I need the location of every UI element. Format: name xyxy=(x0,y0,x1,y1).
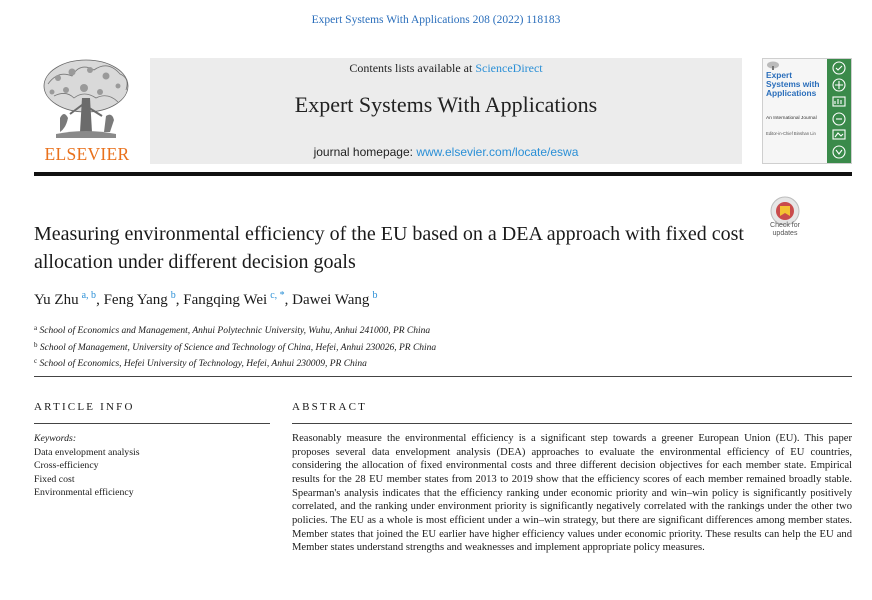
journal-reference[interactable]: Expert Systems With Applications 208 (2022) 118183 xyxy=(311,14,561,26)
affiliation-text: School of Economics, Hefei University of Technology, Hefei, Anhui 230009, PR China xyxy=(39,359,367,369)
affiliation-text: School of Economics and Management, Anhui Polytechnic University, Wuhu, Anhui 241000, PR China xyxy=(39,326,431,336)
author-affiliation-marker[interactable]: b xyxy=(372,290,378,301)
article-info-rule xyxy=(34,423,270,424)
affiliation-marker: c xyxy=(34,357,38,365)
abstract-rule xyxy=(292,423,852,424)
contents-line xyxy=(150,61,742,76)
author-separator: , xyxy=(96,292,104,308)
journal-banner xyxy=(34,58,852,164)
affiliations xyxy=(34,322,794,372)
affiliation-text: School of Management, University of Science and Technology of China, Hefei, Anhui 230026, PR China xyxy=(39,342,437,353)
author-name[interactable]: Feng Yang xyxy=(103,292,168,308)
abstract-heading: ABSTRACT xyxy=(292,401,368,413)
check-for-updates-label[interactable]: Check for updates xyxy=(770,222,800,237)
cover-symbols-icon xyxy=(827,59,851,163)
journal-header xyxy=(150,58,742,164)
author-name[interactable]: Yu Zhu xyxy=(34,292,79,308)
author-separator: , xyxy=(175,292,184,308)
paper-title: Measuring environmental efficiency of the EU based on a DEA approach with fixed cost allocation under different decision goals xyxy=(34,223,744,273)
keyword-item: Fixed cost xyxy=(34,473,75,485)
header-divider xyxy=(34,172,852,176)
author-affiliation-marker[interactable]: c, * xyxy=(270,290,285,301)
keyword-item: Cross-efficiency xyxy=(34,460,99,472)
homepage-link[interactable]: www.elsevier.com/locate/eswa xyxy=(416,145,579,159)
journal-title[interactable]: Expert Systems With Applications xyxy=(294,92,598,117)
homepage-prefix: journal homepage: xyxy=(313,145,417,159)
journal-homepage xyxy=(150,145,742,159)
keywords-label: Keywords: xyxy=(34,433,77,444)
article-info-heading: ARTICLE INFO xyxy=(34,401,135,413)
cover-title: Expert Systems with Applications xyxy=(766,70,820,98)
author-name[interactable]: Fangqing Wei xyxy=(183,292,268,308)
journal-cover[interactable] xyxy=(762,58,852,164)
elsevier-logo[interactable] xyxy=(34,58,140,164)
keyword-item: Environmental efficiency xyxy=(34,487,134,499)
affiliation-item xyxy=(34,339,794,356)
contents-prefix: Contents lists available at xyxy=(349,61,476,75)
elsevier-mini-logo-icon xyxy=(766,61,780,70)
cover-editor-line: Editor-in-Chief Binshan Lin xyxy=(766,131,816,136)
affiliation-marker: a xyxy=(34,324,38,332)
keyword-item: Data envelopment analysis xyxy=(34,446,140,458)
author-name[interactable]: Dawei Wang xyxy=(292,292,370,308)
affiliation-item xyxy=(34,322,794,339)
cover-subtitle: An International Journal xyxy=(766,116,817,121)
sciencedirect-link[interactable]: ScienceDirect xyxy=(475,61,543,75)
elsevier-wordmark: ELSEVIER xyxy=(44,144,130,164)
abstract-text: Reasonably measure the environmental efficiency is a significant step towards a greener European Union (EU). This paper proposes several data envelopment analysis (DEA) approaches to evaluate the environmental efficiency of EU countries, considering the allocation of fixed environmental costs and three different decision objectives for each member state. Empirical results for the 28 EU member states from 2013 to 2019 show that the efficiency scores of each member remained broadly stable. Spearman's analysis indicates that the efficiency ranking under economic priority and win–win policy is significantly positively correlated, and the ranking under environment priority is significantly negatively correlated with the rankings under the other two policies. The EU as a whole is most efficient under a win–win strategy, but there are significant differences among member states. Member states that joined the EU earlier have higher efficiency values under economic priority. These results can help the EU and Member states understand strengths and weaknesses and implement appropriate policy measures. xyxy=(292,433,852,554)
affiliation-item xyxy=(34,355,794,372)
affiliation-marker: b xyxy=(34,340,38,349)
section-divider xyxy=(34,376,852,377)
author-affiliation-marker[interactable]: a, b xyxy=(81,290,97,301)
author-separator: , xyxy=(284,292,293,308)
author-affiliation-marker[interactable]: b xyxy=(170,290,176,301)
cover-accent-strip xyxy=(827,59,851,163)
author-list xyxy=(34,290,377,309)
elsevier-tree-icon xyxy=(36,58,136,140)
keywords-block xyxy=(34,432,264,500)
